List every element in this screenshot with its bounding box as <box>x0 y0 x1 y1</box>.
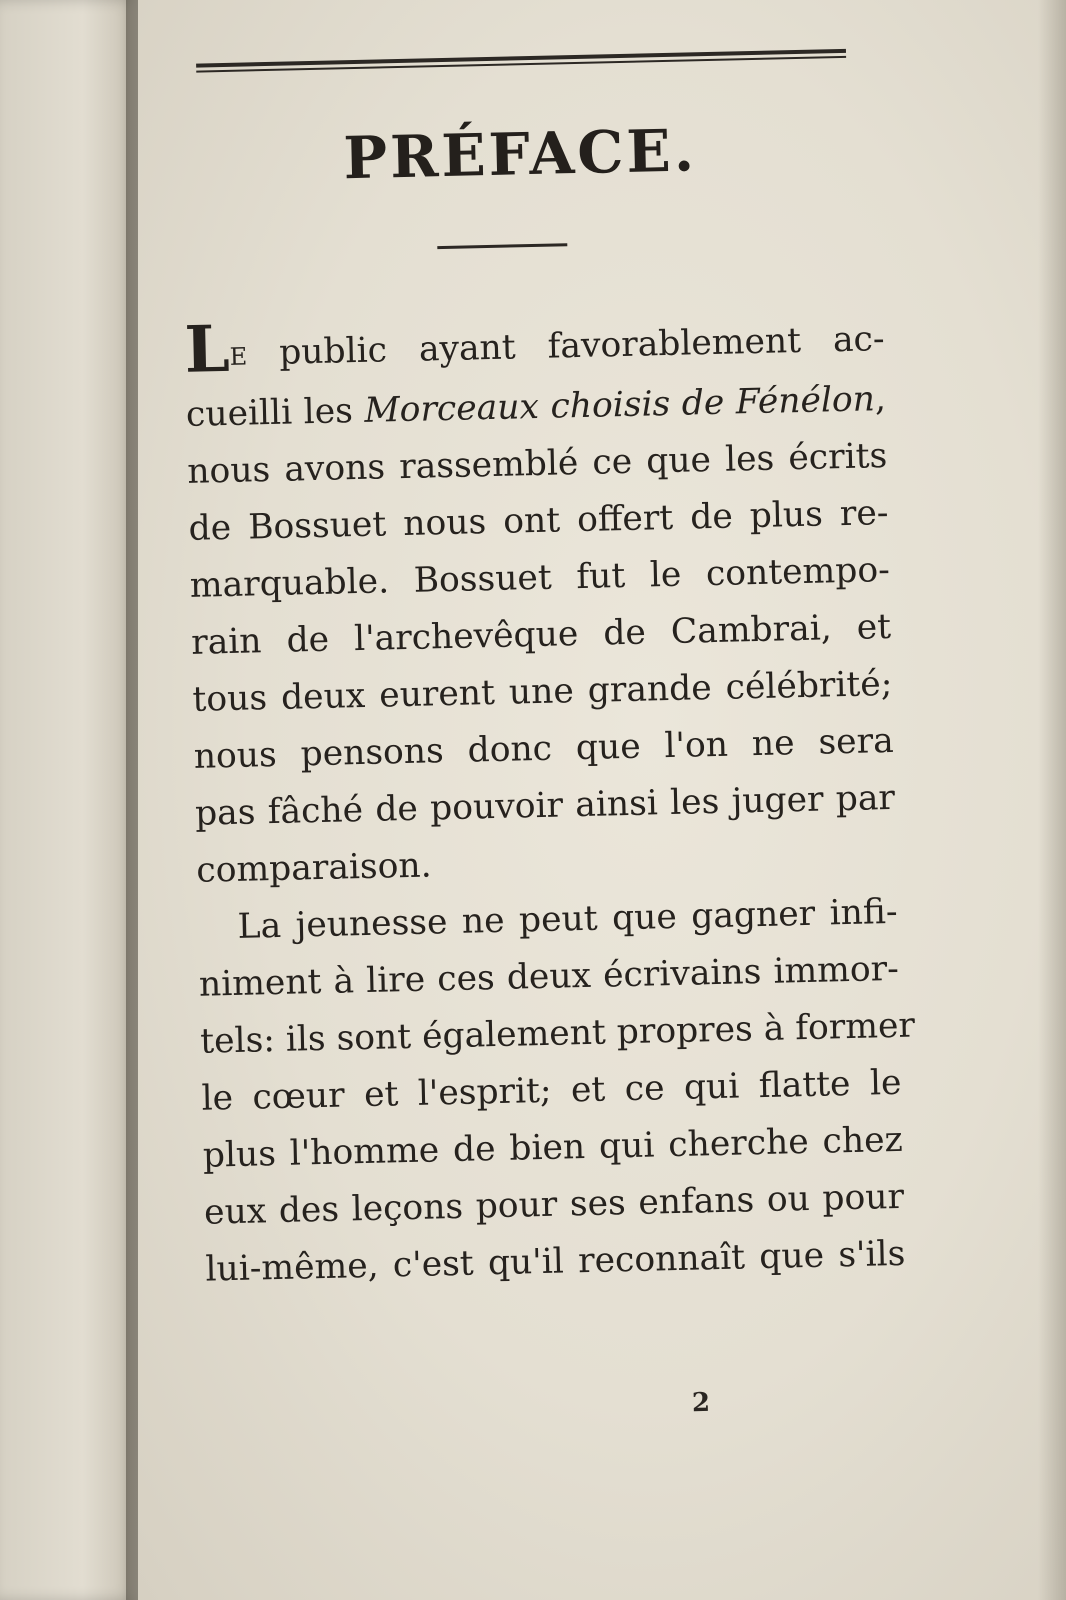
text-line: rain de l'archevêque de Cambrai, et <box>190 606 892 663</box>
text-line: lui-même, c'est qu'il reconnaît que s'ils <box>204 1233 906 1290</box>
italic-book-title: Morceaux choisis de Fénélon <box>363 379 876 431</box>
page-edge <box>1038 0 1066 1600</box>
text-line: nous avons rassemblé ce que les écrits <box>186 436 888 492</box>
small-cap: E <box>229 342 248 371</box>
drop-cap: L <box>183 311 231 388</box>
line-text: , <box>874 379 887 420</box>
line-text: cueilli les <box>185 390 365 435</box>
text-line: plus l'homme de bien qui cherche chez <box>202 1119 904 1176</box>
text-line: La jeunesse ne peut que gagner infi- <box>237 891 898 947</box>
page-number: 2 <box>691 1387 711 1419</box>
text-line: eux des leçons pour ses enfans ou pour <box>203 1176 905 1233</box>
left-page <box>0 0 138 1600</box>
title-underline-rule <box>437 243 567 249</box>
text-line: pas fâché de pouvoir ainsi les juger par <box>194 777 896 834</box>
text-line: tous deux eurent une grande célébrité; <box>192 663 893 720</box>
text-line: de Bossuet nous ont offert de plus re- <box>188 493 889 549</box>
text-line: niment à lire ces deux écrivains immor- <box>198 948 900 1005</box>
preface-text <box>183 311 916 1299</box>
page-content <box>178 44 916 1299</box>
page-title: PRÉFACE. <box>342 116 698 193</box>
text-line: le cœur et l'esprit; et ce qui flatte le <box>201 1062 902 1119</box>
text-line: tels: ils sont également propres à former <box>199 1005 916 1062</box>
line-text: public ayant favorablement ac- <box>246 319 885 374</box>
text-line: marquable. Bossuet fut le contempo- <box>189 549 891 606</box>
text-line: nous pensons donc que l'on ne sera <box>193 720 895 777</box>
text-line: comparaison. <box>195 845 433 891</box>
